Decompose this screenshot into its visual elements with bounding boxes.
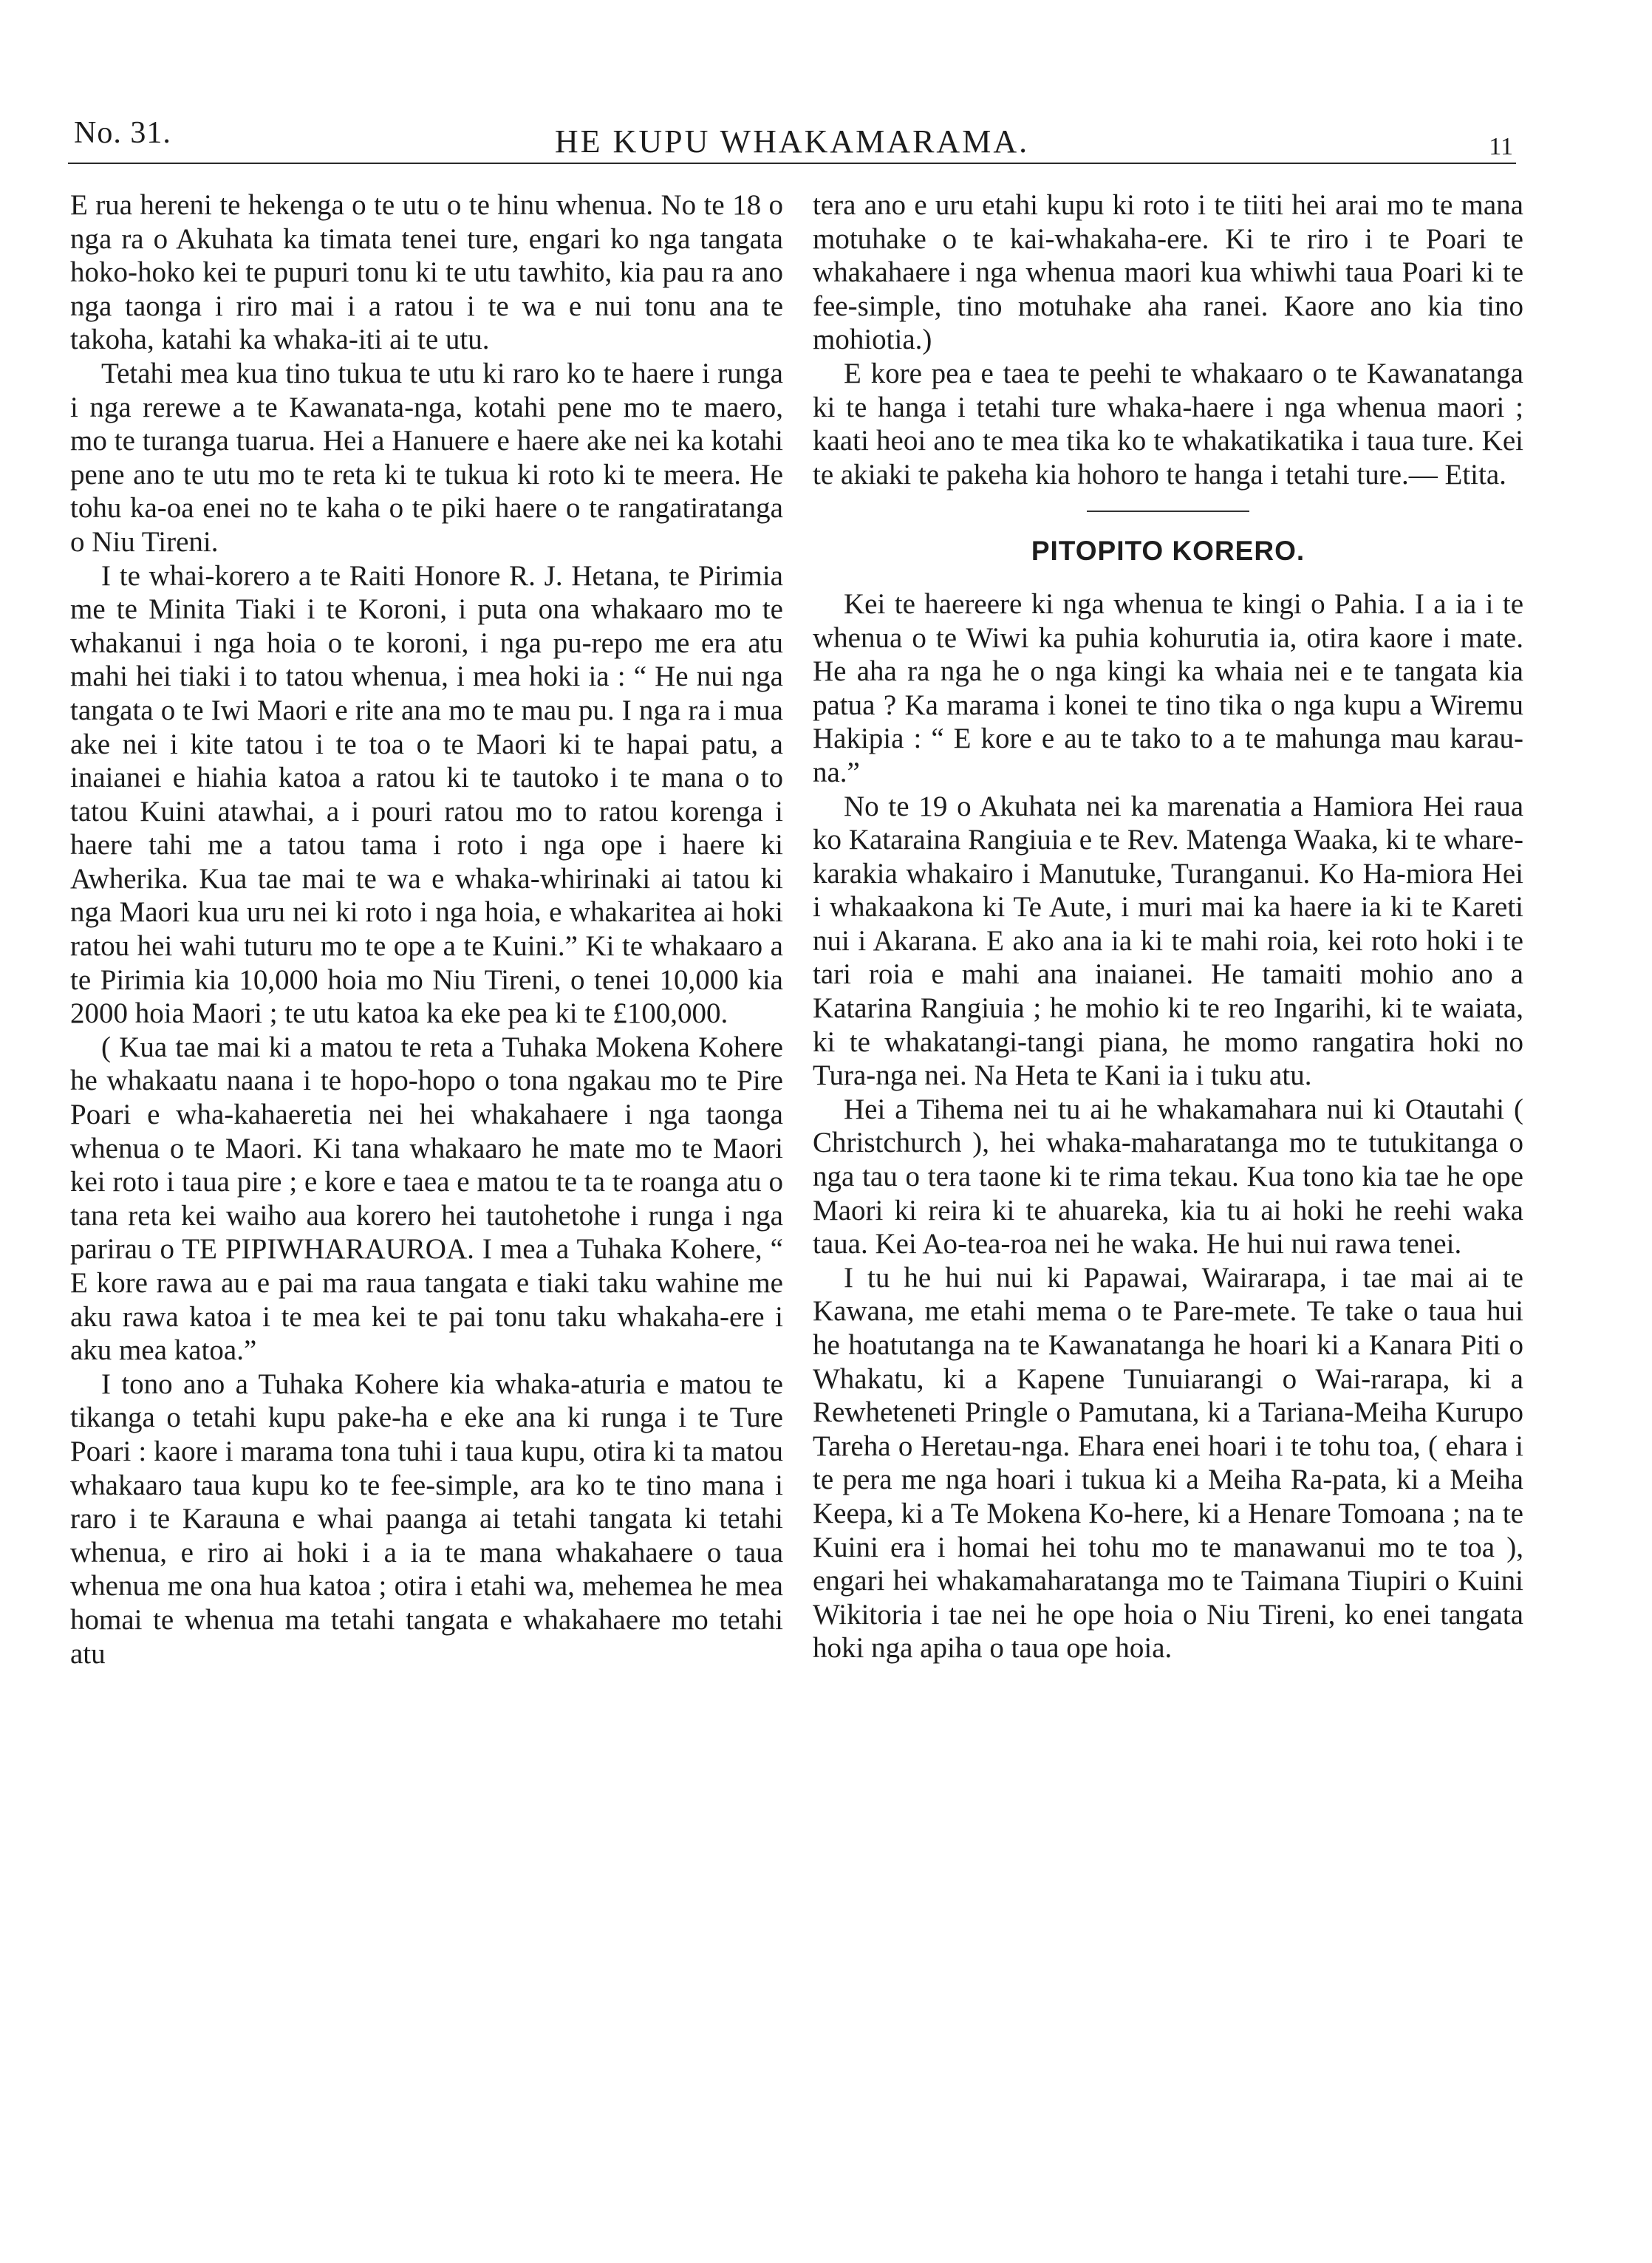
paragraph: I tu he hui nui ki Papawai, Wairarapa, i tae mai ai te Kawana, me etahi mema o te Pare-mete. Te take o taua hui he hoatutanga na te Kawanatanga he hoari ki a Kanara Piti o Whakatu, ki a Kapene Tunuiarangi o Wai-rarapa, ki a Rewheteneti Pringle o Pamutana, ki a Tariana-Meiha Kurupo Tareha o Heretau-nga. Ehara enei hoari i te tohu toa, ( ehara i te pera me nga hoari i tukua ki a Meiha Ra-pata, ki a Meiha Keepa, ki a Te Mokena Ko-here, ki a Henare Tomoana ; na te Kuini era i homai hei tohu mo te manawanui mo te toa ), engari hei whakamaharatanga mo te Taimana Tiupiri o Kuini Wikitoria i tae nei he ope hoia o Niu Tireni, ko enei tangata hoki nga apiha o taua ope hoia. xyxy=(813,1261,1523,1665)
newspaper-title: HE KUPU WHAKAMARAMA. xyxy=(554,123,1030,160)
paragraph: Kei te haereere ki nga whenua te kingi o Pahia. I a ia i te whenua o te Wiwi ka puhia kohurutia ia, otira kaore i mate. He aha ra nga he o nga kingi ka whaia nei e te tangata kia patua ? Ka marama i konei te tino tika o nga kupu a Wiremu Hakipia : “ E kore e au te tako to a te mahunga mau karau-na.” xyxy=(813,587,1523,788)
issue-number: No. 31. xyxy=(74,116,171,150)
paragraph: E rua hereni te hekenga o te utu o te hinu whenua. No te 18 o nga ra o Akuhata ka timata tenei ture, engari ko nga tangata hoko-hoko kei te pupuri tonu ki te utu tawhito, kia pau ra ano nga taonga i riro mai i a ratou i te wa e nui tonu ana te takoha, katahi ka whaka-iti ai te utu. xyxy=(70,189,783,356)
page-number: 11 xyxy=(1489,133,1513,160)
paragraph: Tetahi mea kua tino tukua te utu ki raro ko te haere i runga i nga rerewe a te Kawanata-nga, kotahi pene mo te maero, mo te turanga tuarua. Hei a Hanuere e haere ake nei ka kotahi pene ano te utu mo te reta ki te tukua ki roto ki te meera. He tohu ka-oa enei no te kaha o te piki haere o te rangatiratanga o Niu Tireni. xyxy=(70,357,783,558)
section-heading: PITOPITO KORERO. xyxy=(1031,536,1305,567)
paragraph: Hei a Tihema nei tu ai he whakamahara nui ki Otautahi ( Christchurch ), hei whaka-maharatanga mo te tutukitanga o nga tau o tera taone ki te rima tekau. Kua tono kia tae he ope Maori ki reira ki te ahuareka, kia tu ai hoki he reehi waka taua. Kei Ao-tea-roa nei he waka. He hui nui rawa tenei. xyxy=(813,1093,1523,1260)
paragraph: ( Kua tae mai ki a matou te reta a Tuhaka Mokena Kohere he whakaatu naana i te hopo-hopo o tona ngakau mo te Pire Poari e wha-kahaeretia nei hei whakahaere i nga taonga whenua o te Maori. Ki tana whakaaro he mate mo te Maori kei roto i taua pire ; e kore e taea e matou te ta te roanga atu o tana reta kei waiho aua korero hei tautohetohe i runga i nga parirau o TE PIPIWHARAUROA. I mea a Tuhaka Kohere, “ E kore rawa au e pai ma raua tangata e tiaki taku wahine me aku rawa katoa i te mea kei te pai tonu taku whakaha-ere i aku mea katoa.” xyxy=(70,1031,783,1367)
paragraph: No te 19 o Akuhata nei ka marenatia a Hamiora Hei raua ko Kataraina Rangiuia e te Rev. Matenga Waaka, ki te whare-karakia whakairo i Manutuke, Turanganui. Ko Ha-miora Hei i whakaakona ki Te Aute, i muri mai ka haere ia ki te Kareti nui i Akarana. E ako ana ia ki te mahi roia, kei roto hoki i te tari roia e mahi ana inaianei. He tamaiti mohio ano a Katarina Rangiuia ; he mohio ki te reo Ingarihi, ki te waiata, ki te whakatangi-tangi piana, he momo rangatira hoki no Tura-nga nei. Na Heta te Kani ia i tuku atu. xyxy=(813,790,1523,1092)
paragraph: tera ano e uru etahi kupu ki roto i te tiiti hei arai mo te mana motuhake o te kai-whakaha-ere. Ki te riro i te Poari te whakahaere i nga whenua maori kua whiwhi taua Poari ki te fee-simple, tino motuhake aha ranei. Kaore ano kia tino mohiotia.) xyxy=(813,189,1523,356)
paragraph: E kore pea e taea te peehi te whakaaro o te Kawanatanga ki te hanga i tetahi ture whaka-haere i nga whenua maori ; kaati heoi ano te mea tika ko te whakatikatika i taua ture. Kei te akiaki te pakeha kia hohoro te hanga i tetahi ture.— Etita. xyxy=(813,357,1523,491)
right-column xyxy=(813,188,1523,1665)
paragraph: I tono ano a Tuhaka Kohere kia whaka-aturia e matou te tikanga o tetahi kupu pake-ha e eke ana ki runga i te Ture Poari : kaore i marama tona tuhi i taua kupu, otira ki ta matou whakaaro taua kupu ko te fee-simple, ara ko te tino mana i raro i te Karauna e whai paanga ai tetahi tangata ki tetahi whenua, e riro ai hoki i a ia te mana whakahaere o taua whenua me ona hua katoa ; otira i etahi wa, mehemea he mea homai te whenua ma tetahi tangata e whakahaere mo tetahi atu xyxy=(70,1368,783,1670)
running-header xyxy=(68,111,1516,164)
paragraph: I te whai-korero a te Raiti Honore R. J. Hetana, te Pirimia me te Minita Tiaki i te Koroni, i puta ona whakaaro mo te whakanui i nga hoia o te koroni, i nga pu-repo me era atu mahi hei tiaki i to tatou whenua, i mea hoki ia : “ He nui nga tangata o te Iwi Maori e rite ana mo te mau pu. I nga ra i mua ake nei i kite tatou i te toa o te Maori ki te hapai patu, a inaianei e hiahia katoa a ratou ki te tautoko i te mana o to tatou Kuini atawhai, a i pouri ratou mo to ratou korenga i haere tahi me a tatou tama i roto i nga ope i haere ki Awherika. Kua tae mai te wa e whaka-whirinaki ai tatou ki nga Maori kua uru nei ki roto i nga hoia, e whakaritea ai hoki ratou hei wahi tuturu mo te ope a te Kuini.” Ki te whakaaro a te Pirimia kia 10,000 hoia mo Niu Tireni, o tenei 10,000 kia 2000 hoia Maori ; te utu katoa ka eke pea ki te £100,000. xyxy=(70,559,783,1030)
left-column xyxy=(70,188,783,1670)
section-divider xyxy=(1087,511,1249,512)
